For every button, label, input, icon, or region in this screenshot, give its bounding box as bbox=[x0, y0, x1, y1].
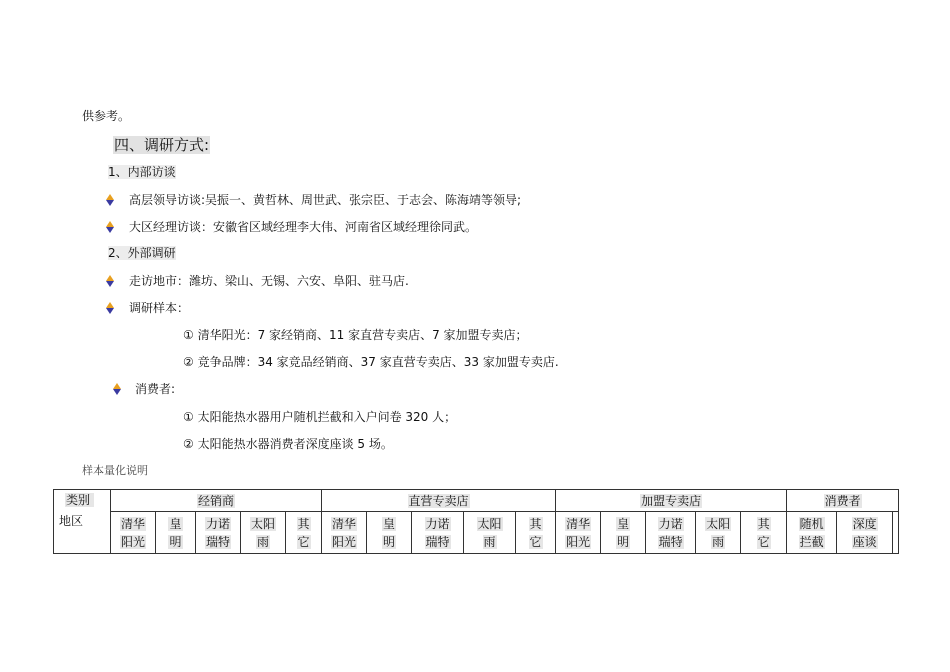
table-header-row-brands bbox=[54, 512, 899, 554]
subheader-cell: 太阳 雨 bbox=[696, 512, 741, 554]
intro-text: 供参考。 bbox=[82, 109, 131, 123]
diamond-arrow-bullet-icon bbox=[104, 194, 116, 206]
group-header-direct-stores: 直营专卖店 bbox=[322, 490, 556, 512]
diamond-arrow-bullet-icon bbox=[111, 383, 123, 395]
consumer-item-1: ① 太阳能热水器用户随机拦截和入户问卷 320 人； bbox=[183, 410, 457, 424]
table-caption: 样本量化说明 bbox=[82, 464, 148, 477]
subheader-cell: 力诺 瑞特 bbox=[412, 512, 464, 554]
subheader-cell: 随机 拦截 bbox=[787, 512, 837, 554]
subheader-cell: 皇 明 bbox=[156, 512, 196, 554]
subheader-cell: 其 它 bbox=[741, 512, 787, 554]
bullet-regional-interviews: 大区经理访谈：安徽省区域经理李大伟、河南省区域经理徐同武。 bbox=[129, 220, 478, 234]
sample-item-2: ② 竞争品牌：34 家竞品经销商、37 家直营专卖店、33 家加盟专卖店. bbox=[183, 355, 559, 369]
sample-item-1: ① 清华阳光：7 家经销商、11 家直营专卖店、7 家加盟专卖店； bbox=[183, 328, 528, 342]
subheader-cell: 太阳 雨 bbox=[241, 512, 286, 554]
corner-region-label: 地区 bbox=[59, 514, 84, 528]
bullet-visited-cities: 走访地市：潍坊、梁山、无锡、六安、阜阳、驻马店. bbox=[129, 274, 409, 288]
group-header-franchise-stores: 加盟专卖店 bbox=[556, 490, 787, 512]
subheading-internal: 1、内部访谈 bbox=[108, 165, 176, 179]
bullet-senior-interviews: 高层领导访谈:吴振一、黄哲林、周世武、张宗臣、于志会、陈海靖等领导; bbox=[129, 193, 522, 207]
subheader-cell: 清华 阳光 bbox=[322, 512, 367, 554]
subheader-cell: 力诺 瑞特 bbox=[196, 512, 241, 554]
empty-cell bbox=[893, 512, 899, 554]
diamond-arrow-bullet-icon bbox=[104, 275, 116, 287]
sample-quantification-table bbox=[53, 489, 899, 554]
corner-cell bbox=[54, 490, 111, 554]
subheader-cell: 皇 明 bbox=[367, 512, 412, 554]
subheader-cell: 其 它 bbox=[286, 512, 322, 554]
section-title: 四、调研方式: bbox=[114, 136, 210, 154]
subheader-cell: 太阳 雨 bbox=[464, 512, 516, 554]
diamond-arrow-bullet-icon bbox=[104, 221, 116, 233]
subheader-cell: 力诺 瑞特 bbox=[646, 512, 696, 554]
bullet-consumers: 消费者: bbox=[135, 382, 176, 396]
subheading-external: 2、外部调研 bbox=[108, 246, 176, 260]
subheader-cell: 其 它 bbox=[516, 512, 556, 554]
consumer-item-2: ② 太阳能热水器消费者深度座谈 5 场。 bbox=[183, 437, 393, 451]
subheader-cell: 皇 明 bbox=[601, 512, 646, 554]
diamond-arrow-bullet-icon bbox=[104, 302, 116, 314]
subheader-cell: 深度 座谈 bbox=[837, 512, 893, 554]
corner-category-label: 类别 bbox=[65, 493, 94, 507]
bullet-research-sample: 调研样本： bbox=[129, 301, 190, 315]
table-header-row-groups bbox=[54, 490, 899, 512]
subheader-cell: 清华 阳光 bbox=[111, 512, 156, 554]
group-header-consumers: 消费者 bbox=[787, 490, 899, 512]
subheader-cell: 清华 阳光 bbox=[556, 512, 601, 554]
group-header-dealers: 经销商 bbox=[111, 490, 322, 512]
